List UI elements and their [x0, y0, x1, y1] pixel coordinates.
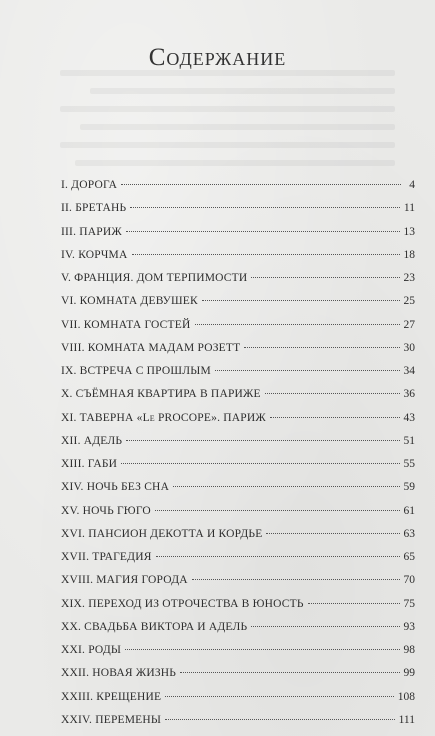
toc-entry	[61, 314, 415, 337]
dot-leader	[244, 347, 399, 348]
toc-entry-title: XXIII. КРЕЩЕНИЕ	[61, 690, 162, 703]
toc-entry	[61, 569, 415, 592]
toc-entry-page-number: 18	[403, 248, 415, 261]
toc-entry	[61, 686, 415, 709]
toc-entry-title: XVII. ТРАГЕДИЯ	[61, 551, 152, 563]
dot-leader	[130, 207, 400, 208]
toc-entry-page-number: 63	[403, 527, 415, 540]
dot-leader	[195, 324, 400, 325]
bleed-through-line	[60, 142, 395, 148]
toc-entry	[61, 546, 415, 569]
toc-entry	[61, 500, 415, 523]
bleed-through-line	[75, 160, 395, 166]
toc-entry-page-number: 23	[403, 272, 415, 284]
toc-entry-page-number: 70	[403, 574, 415, 587]
toc-entry-title: XV. НОЧЬ ГЮГО	[61, 504, 151, 517]
toc-entry	[61, 662, 415, 685]
toc-entry-title: III. ПАРИЖ	[61, 225, 122, 238]
toc-entry-title: XIV. НОЧЬ БЕЗ СНА	[61, 481, 170, 494]
toc-entry-title: XVIII. МАГИЯ ГОРОДА	[61, 574, 188, 587]
toc-entry-page-number: 99	[403, 667, 415, 680]
toc-entry-title: XXII. НОВАЯ ЖИЗНЬ	[61, 667, 177, 680]
toc-entry	[61, 709, 415, 732]
toc-entry-page-number: 65	[403, 551, 415, 563]
toc-entry	[61, 407, 415, 430]
toc-entry	[61, 476, 415, 499]
dot-leader	[180, 672, 399, 673]
toc-entry	[61, 453, 415, 476]
toc-entry-page-number: 93	[403, 620, 415, 633]
dot-leader	[126, 231, 400, 232]
toc-entry	[61, 383, 415, 406]
toc-entry	[61, 244, 415, 267]
bleed-through-line	[80, 124, 395, 130]
toc-entry	[61, 639, 415, 662]
toc-entry	[61, 360, 415, 383]
dot-leader	[251, 626, 399, 627]
dot-leader	[165, 696, 394, 697]
toc-entry-page-number: 51	[403, 434, 415, 447]
dot-leader	[132, 254, 400, 255]
toc-entry-title: X. СЪЁМНАЯ КВАРТИРА В ПАРИЖЕ	[61, 388, 261, 401]
toc-entry-title: V. ФРАНЦИЯ. ДОМ ТЕРПИМОСТИ	[61, 272, 248, 284]
toc-entry-page-number: 61	[403, 504, 415, 517]
toc-entry-title: II. БРЕТАНЬ	[61, 202, 127, 215]
toc-entry-title: XVI. ПАНСИОН ДЕКОТТА И КОРДЬЕ	[61, 527, 263, 540]
toc-entry-title: IX. ВСТРЕЧА С ПРОШЛЫМ	[61, 365, 211, 377]
page-title: Содержание	[148, 44, 287, 71]
dot-leader	[126, 440, 399, 441]
bleed-through-line	[60, 106, 395, 112]
toc-entry	[61, 616, 415, 639]
toc-entry-page-number: 30	[403, 341, 415, 354]
toc-entry	[61, 337, 415, 360]
toc-entry-title: XIII. ГАБИ	[61, 458, 118, 470]
dot-leader	[156, 556, 400, 557]
toc-entry-page-number: 34	[403, 365, 415, 377]
toc-entry-page-number: 75	[403, 597, 415, 610]
dot-leader	[155, 510, 400, 511]
dot-leader	[270, 417, 400, 418]
toc-entry	[61, 430, 415, 453]
toc-entry-page-number: 27	[403, 318, 415, 331]
toc-entry-page-number: 25	[403, 295, 415, 308]
toc-entry-title: XII. АДЕЛЬ	[61, 434, 123, 447]
toc-entry-title: XI. ТАВЕРНА «Le PROCOPE». ПАРИЖ	[61, 411, 266, 424]
toc-entry-title: XIX. ПЕРЕХОД ИЗ ОТРОЧЕСТВА В ЮНОСТЬ	[61, 597, 304, 610]
dot-leader	[251, 277, 399, 278]
table-of-contents	[61, 174, 415, 732]
toc-entry-title: IV. КОРЧМА	[61, 248, 128, 261]
toc-entry-page-number: 43	[403, 411, 415, 424]
toc-entry-page-number: 111	[398, 713, 415, 726]
toc-entry-page-number: 13	[403, 225, 415, 238]
toc-entry-page-number: 98	[403, 644, 415, 656]
bleed-through-line	[90, 88, 395, 94]
toc-entry-title: VIII. КОМНАТА МАДАМ РОЗЕТТ	[61, 341, 241, 354]
toc-entry-page-number: 4	[409, 179, 415, 191]
dot-leader	[202, 300, 400, 301]
toc-entry	[61, 174, 415, 197]
dot-leader	[266, 533, 399, 534]
toc-entry-page-number: 36	[403, 388, 415, 401]
dot-leader	[165, 719, 394, 720]
dot-leader	[265, 393, 400, 394]
toc-entry	[61, 197, 415, 220]
toc-entry	[61, 290, 415, 313]
dot-leader	[121, 463, 399, 464]
dot-leader	[125, 649, 399, 650]
dot-leader	[308, 603, 400, 604]
toc-entry-page-number: 55	[403, 458, 415, 470]
toc-entry-title: VII. КОМНАТА ГОСТЕЙ	[61, 318, 191, 331]
toc-entry	[61, 267, 415, 290]
dot-leader	[121, 184, 401, 185]
toc-entry	[61, 523, 415, 546]
toc-entry-title: XX. СВАДЬБА ВИКТОРА И АДЕЛЬ	[61, 620, 248, 633]
dot-leader	[215, 370, 400, 371]
dot-leader	[192, 579, 400, 580]
dot-leader	[173, 486, 399, 487]
toc-entry-page-number: 59	[403, 481, 415, 494]
toc-entry-title: XXI. РОДЫ	[61, 644, 122, 656]
toc-entry-page-number: 108	[397, 690, 415, 703]
toc-entry-page-number: 11	[403, 202, 415, 215]
toc-entry-title: I. ДОРОГА	[61, 179, 118, 191]
toc-entry-title: XXIV. ПЕРЕМЕНЫ	[61, 713, 162, 726]
toc-entry	[61, 593, 415, 616]
toc-entry	[61, 221, 415, 244]
toc-entry-title: VI. КОМНАТА ДЕВУШЕК	[61, 295, 198, 308]
